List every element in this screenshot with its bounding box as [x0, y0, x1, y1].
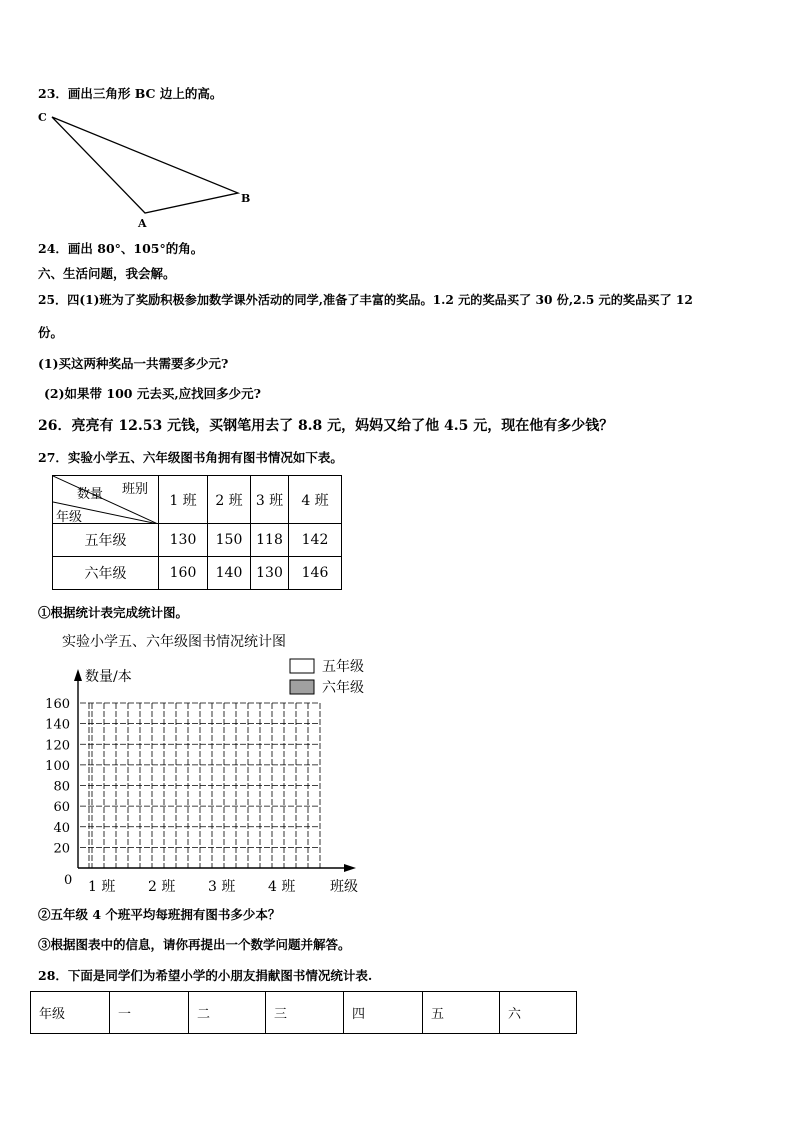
cell: 160 — [159, 557, 208, 590]
chart-y-label: 数量/本 — [85, 669, 132, 685]
label-a: A — [138, 217, 147, 230]
cell: 130 — [159, 524, 208, 557]
y-tick-label: 160 — [45, 697, 70, 712]
label-c: C — [38, 111, 47, 124]
y-tick-label: 120 — [45, 738, 70, 754]
triangle-abc — [52, 117, 238, 213]
q28-text: 28．下面是同学们为希望小学的小朋友捐献图书情况统计表. — [38, 968, 373, 983]
x-axis-arrow — [344, 864, 356, 872]
q23-text: 23．画出三角形 BC 边上的高。 — [38, 86, 223, 101]
q27-sub3: ③根据图表中的信息，请你再提出一个数学问题并解答。 — [38, 937, 351, 952]
legend-swatch-grade5 — [290, 659, 314, 673]
chart-y-ticks — [45, 697, 72, 888]
y-tick-label: 20 — [53, 841, 70, 857]
x-tick-label: 2 班 — [148, 879, 176, 895]
legend-label-grade5: 五年级 — [322, 659, 364, 675]
cell: 142 — [289, 524, 342, 557]
q25-sub1: (1)买这两种奖品一共需要多少元? — [38, 356, 229, 371]
cell: 118 — [251, 524, 289, 557]
books-table — [52, 475, 342, 590]
row-label-grade5: 五年级 — [53, 524, 159, 557]
y-tick-label: 140 — [45, 717, 70, 733]
chart-x-label: 班级 — [330, 879, 358, 895]
q25-sub2: (2)如果带 100 元去买,应找回多少元? — [44, 386, 261, 401]
header-class-4: 4 班 — [289, 476, 342, 524]
table-corner-cell — [53, 476, 159, 524]
cell: 146 — [289, 557, 342, 590]
cell-grade-4: 四 — [344, 992, 423, 1034]
corner-label-grade: 年级 — [56, 510, 83, 525]
q27-text: 27．实验小学五、六年级图书角拥有图书情况如下表。 — [38, 450, 343, 465]
row-label-grade6: 六年级 — [53, 557, 159, 590]
chart-title: 实验小学五、六年级图书情况统计图 — [62, 634, 286, 650]
y-tick-label: 60 — [53, 800, 70, 816]
cell: 140 — [208, 557, 251, 590]
cell-grade-3: 三 — [266, 992, 344, 1034]
q27-sub2: ②五年级 4 个班平均每班拥有图书多少本？ — [38, 907, 281, 922]
legend-label-grade6: 六年级 — [322, 680, 364, 696]
table-row — [53, 524, 342, 557]
legend-swatch-grade6 — [290, 680, 314, 694]
y-tick-label: 100 — [45, 758, 70, 774]
cell-grade-1: 一 — [110, 992, 189, 1034]
cell-grade-6: 六 — [500, 992, 577, 1034]
cell: 150 — [208, 524, 251, 557]
y-tick-label: 0 — [64, 873, 73, 888]
corner-label-quantity: 数量 — [77, 487, 104, 502]
corner-label-class: 班别 — [122, 482, 149, 497]
x-tick-label: 4 班 — [268, 879, 296, 895]
header-class-2: 2 班 — [208, 476, 251, 524]
q24-text: 24．画出 80°、105°的角。 — [38, 241, 204, 256]
cell: 130 — [251, 557, 289, 590]
triangle-figure — [30, 105, 270, 230]
x-tick-label: 1 班 — [88, 879, 116, 895]
x-tick-label: 3 班 — [208, 879, 236, 895]
header-class-1: 1 班 — [159, 476, 208, 524]
chart-grid — [80, 703, 320, 868]
header-class-3: 3 班 — [251, 476, 289, 524]
label-b: B — [241, 192, 251, 205]
y-tick-label: 80 — [53, 779, 70, 795]
table-row — [53, 557, 342, 590]
y-tick-label: 40 — [53, 820, 70, 836]
cell-grade-5: 五 — [423, 992, 500, 1034]
cell-grade-header: 年级 — [31, 992, 110, 1034]
bar-chart — [0, 625, 400, 905]
q26-text: 26．亮亮有 12.53 元钱，买钢笔用去了 8.8 元，妈妈又给了他 4.5 元，现在他有多少钱？ — [38, 418, 614, 434]
q25-line1: 25．四(1)班为了奖励积极参加数学课外活动的同学,准备了丰富的奖品。1.2 元的奖品买了 30 份,2.5 元的奖品买了 12 — [38, 293, 693, 307]
donation-table — [30, 991, 577, 1034]
y-axis-arrow — [74, 669, 82, 681]
section-6-heading: 六、生活问题，我会解。 — [38, 266, 176, 281]
table-row — [31, 992, 577, 1034]
q27-sub1: ①根据统计表完成统计图。 — [38, 605, 189, 620]
q25-line2: 份。 — [38, 325, 64, 340]
chart-x-ticks — [88, 879, 295, 895]
cell-grade-2: 二 — [189, 992, 266, 1034]
